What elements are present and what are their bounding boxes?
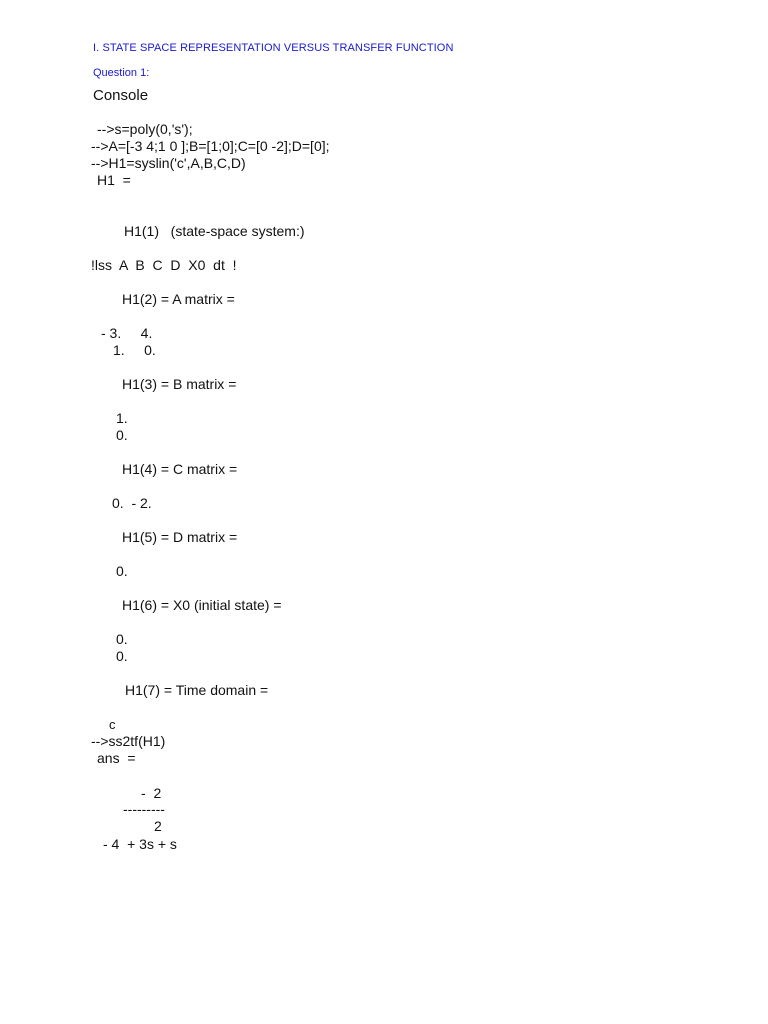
console-line: !lss A B C D X0 dt ! bbox=[91, 257, 237, 273]
console-title: Console bbox=[93, 87, 149, 104]
console-line: 0. bbox=[116, 631, 128, 647]
console-line: H1(3) = B matrix = bbox=[122, 376, 237, 392]
console-line: -->H1=syslin('c',A,B,C,D) bbox=[91, 155, 246, 171]
console-line: 0. bbox=[116, 563, 128, 579]
console-line: - 4 + 3s + s bbox=[103, 836, 177, 852]
console-line: 1. 0. bbox=[113, 342, 156, 358]
console-line: H1(2) = A matrix = bbox=[122, 291, 235, 307]
console-line: H1(1) (state-space system:) bbox=[124, 223, 305, 239]
console-line: H1(5) = D matrix = bbox=[122, 529, 238, 545]
console-line: H1 = bbox=[97, 172, 131, 188]
console-line: -->A=[-3 4;1 0 ];B=[1;0];C=[0 -2];D=[0]; bbox=[91, 138, 330, 154]
question-label: Question 1: bbox=[93, 67, 150, 79]
console-line: --------- bbox=[123, 801, 165, 817]
console-line: 2 bbox=[154, 818, 162, 834]
console-line: 0. - 2. bbox=[112, 495, 152, 511]
console-line: H1(6) = X0 (initial state) = bbox=[122, 597, 282, 613]
console-line: - 2 bbox=[141, 785, 162, 801]
console-line: H1(7) = Time domain = bbox=[125, 682, 269, 698]
console-line: H1(4) = C matrix = bbox=[122, 461, 238, 477]
console-line: -->s=poly(0,'s'); bbox=[97, 121, 193, 137]
console-line: 0. bbox=[116, 427, 128, 443]
console-line: -->ss2tf(H1) bbox=[91, 733, 166, 749]
console-line: c bbox=[109, 717, 116, 732]
console-line: ans = bbox=[97, 750, 136, 766]
console-line: - 3. 4. bbox=[101, 325, 153, 341]
console-line: 1. bbox=[116, 410, 128, 426]
console-line: 0. bbox=[116, 648, 128, 664]
section-heading: I. STATE SPACE REPRESENTATION VERSUS TRANSFER FUNCTION bbox=[93, 42, 454, 54]
